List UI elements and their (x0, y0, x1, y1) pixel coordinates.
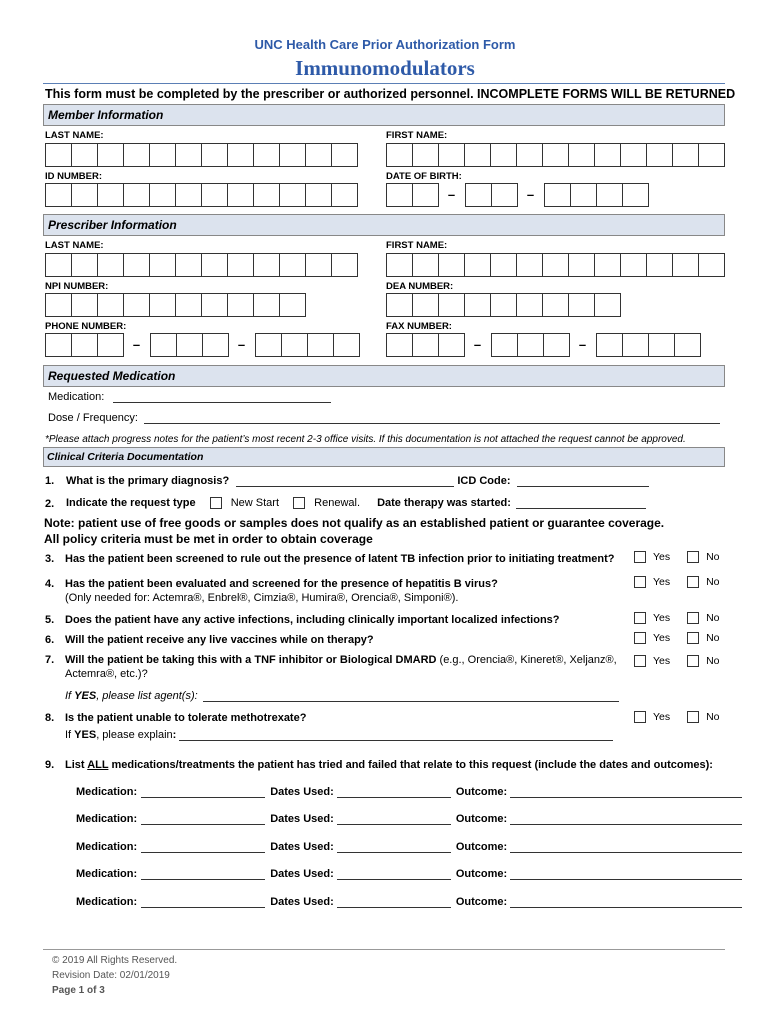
q7-text-line1 (65, 654, 617, 666)
prescriber-last-name-field[interactable] (45, 253, 357, 277)
failed-med-input[interactable] (141, 814, 265, 825)
member-info-header: Member Information (43, 104, 725, 126)
outcome-input[interactable] (510, 842, 742, 853)
failed-med-input[interactable] (141, 869, 265, 880)
prescriber-first-name-field[interactable] (386, 253, 724, 277)
q8-number: 8. (45, 712, 55, 724)
dose-input[interactable] (144, 413, 720, 424)
q7-examples: (e.g., Orencia®, Kineret®, Xeljanz®, (436, 654, 617, 666)
failed-med-row (76, 813, 742, 825)
diagnosis-input[interactable] (236, 476, 454, 487)
q2-row (66, 497, 646, 509)
q6-text: Will the patient receive any live vaccines while on therapy? (65, 634, 374, 646)
fax-label: FAX NUMBER: (386, 321, 452, 332)
completion-notice: This form must be completed by the prescriber or authorized personnel. INCOMPLETE FORMS WILL BE RETURNED (45, 87, 736, 101)
q7-agents-input[interactable] (203, 691, 619, 702)
attach-notes-note: *Please attach progress notes for the patient’s most recent 2-3 office visits. If this documentation is not attached the request cannot be approved. (45, 434, 686, 445)
dates-used-label: Dates Used: (270, 813, 334, 825)
q3-yes-label: Yes (653, 551, 671, 563)
member-id-label: ID NUMBER: (45, 171, 102, 182)
q6-yes-label: Yes (653, 632, 671, 644)
free-goods-note: Note: patient use of free goods or samples does not qualify as an established patient or guarantee coverage. (44, 516, 665, 530)
member-first-name-label: FIRST NAME: (386, 130, 448, 141)
copyright-text: © 2019 All Rights Reserved. (52, 955, 178, 966)
org-title: UNC Health Care Prior Authorization Form (254, 37, 516, 52)
dose-row (48, 412, 720, 424)
q4-number: 4. (45, 578, 55, 590)
q7-number: 7. (45, 654, 55, 666)
q3-options (634, 551, 720, 563)
failed-med-label: Medication: (76, 786, 138, 798)
q5-text: Does the patient have any active infections, including clinically important localized infections? (65, 614, 560, 626)
q9-text-start: List (65, 759, 88, 771)
q6-no-checkbox[interactable] (687, 632, 699, 644)
new-start-checkbox[interactable] (210, 497, 222, 509)
date-started-input[interactable] (516, 498, 646, 509)
fax-field[interactable]: – – (386, 333, 700, 357)
q4-subtext: (Only needed for: Actemra®, Enbrel®, Cimzia®, Humira®, Orencia®, Simponi®). (65, 592, 459, 604)
q4-no-checkbox[interactable] (687, 576, 699, 588)
outcome-label: Outcome: (455, 841, 508, 853)
failed-med-input[interactable] (141, 787, 265, 798)
q8-if-yes-label: YES (74, 729, 97, 741)
dea-label: DEA NUMBER: (386, 281, 454, 292)
q7-no-checkbox[interactable] (687, 655, 699, 667)
q4-options (634, 576, 720, 588)
dates-used-input[interactable] (337, 842, 451, 853)
requested-medication-header: Requested Medication (43, 365, 725, 387)
phone-label: PHONE NUMBER: (45, 321, 127, 332)
failed-med-row (76, 868, 742, 880)
q3-yes-checkbox[interactable] (634, 551, 646, 563)
failed-med-row (76, 841, 742, 853)
q4-yes-checkbox[interactable] (634, 576, 646, 588)
q7-text: Will the patient be taking this with a TNF inhibitor or Biological DMARD (65, 654, 437, 666)
q1-row (66, 475, 649, 487)
prescriber-last-name-label: LAST NAME: (45, 240, 104, 251)
revision-date: Revision Date: 02/01/2019 (52, 970, 170, 981)
q9-text-end: medications/treatments the patient has tried and failed that relate to this request (include the dates and outcomes): (108, 759, 713, 771)
q7-no-label: No (706, 655, 720, 667)
outcome-label: Outcome: (455, 868, 508, 880)
q7-text-line2: Actemra®, etc.)? (65, 668, 148, 680)
date-started-label: Date therapy was started: (377, 497, 511, 509)
failed-med-row (76, 896, 742, 908)
q2-number: 2. (45, 498, 55, 510)
dates-used-label: Dates Used: (270, 841, 334, 853)
failed-med-input[interactable] (141, 897, 265, 908)
q7-followup-row (65, 690, 619, 702)
q6-no-label: No (706, 632, 720, 644)
outcome-label: Outcome: (455, 813, 508, 825)
medication-label: Medication: (48, 391, 105, 403)
dob-field[interactable]: – – (386, 183, 648, 207)
q7-if-label: If (65, 690, 75, 702)
renewal-checkbox[interactable] (293, 497, 305, 509)
outcome-label: Outcome: (455, 896, 508, 908)
member-last-name-field[interactable] (45, 143, 357, 167)
npi-label: NPI NUMBER: (45, 281, 109, 292)
q2-text: Indicate the request type (66, 497, 196, 509)
failed-med-input[interactable] (141, 842, 265, 853)
clinical-criteria-header: Clinical Criteria Documentation (43, 447, 725, 467)
prescriber-info-header: Prescriber Information (43, 214, 725, 236)
dates-used-label: Dates Used: (270, 868, 334, 880)
dates-used-input[interactable] (337, 869, 451, 880)
page-number: Page 1 of 3 (52, 985, 105, 996)
q5-no-label: No (706, 612, 720, 624)
q5-yes-checkbox[interactable] (634, 612, 646, 624)
q8-if-label: If (65, 729, 75, 741)
q8-yes-checkbox[interactable] (634, 711, 646, 723)
q5-number: 5. (45, 614, 55, 626)
npi-field[interactable] (45, 293, 305, 317)
member-id-field[interactable] (45, 183, 357, 207)
q4-text: Has the patient been evaluated and screened for the presence of hepatitis B virus? (65, 578, 498, 590)
dob-label: DATE OF BIRTH: (386, 171, 462, 182)
q7-yes-checkbox[interactable] (634, 655, 646, 667)
icd-label: ICD Code: (457, 475, 511, 487)
q3-no-checkbox[interactable] (687, 551, 699, 563)
failed-med-label: Medication: (76, 868, 138, 880)
q7-yes-label: Yes (653, 655, 671, 667)
dates-used-input[interactable] (337, 787, 451, 798)
q9-number: 9. (45, 759, 55, 771)
q6-number: 6. (45, 634, 55, 646)
form-title: Immunomodulators (295, 56, 475, 80)
q7-if-yes-label: YES (74, 690, 97, 702)
footer-rule (43, 949, 725, 950)
title-rule (43, 83, 725, 84)
outcome-input[interactable] (510, 897, 742, 908)
q8-options (634, 711, 720, 723)
q4-no-label: No (706, 576, 720, 588)
q8-yes-label: Yes (653, 711, 671, 723)
dates-used-input[interactable] (337, 897, 451, 908)
icd-input[interactable] (517, 476, 649, 487)
q6-options (634, 632, 720, 644)
medication-input[interactable] (113, 392, 331, 403)
outcome-input[interactable] (510, 869, 742, 880)
member-first-name-field[interactable] (386, 143, 724, 167)
dates-used-label: Dates Used: (270, 896, 334, 908)
outcome-input[interactable] (510, 814, 742, 825)
q7-options (634, 655, 720, 667)
outcome-label: Outcome: (455, 786, 508, 798)
q8-no-checkbox[interactable] (687, 711, 699, 723)
q6-yes-checkbox[interactable] (634, 632, 646, 644)
phone-field[interactable]: – – (45, 333, 359, 357)
q7-list-label: , please list agent(s): (96, 690, 198, 702)
failed-med-label: Medication: (76, 896, 138, 908)
q5-no-checkbox[interactable] (687, 612, 699, 624)
renewal-label: Renewal. (314, 497, 360, 509)
q3-text: Has the patient been screened to rule out the presence of latent TB infection prior to initiating treatment? (65, 553, 615, 565)
q3-no-label: No (706, 551, 720, 563)
dose-label: Dose / Frequency: (48, 412, 138, 424)
q9-all-label: ALL (87, 759, 109, 771)
q1-text: What is the primary diagnosis? (66, 475, 230, 487)
dates-used-label: Dates Used: (270, 786, 334, 798)
medication-row (48, 391, 331, 403)
q1-number: 1. (45, 475, 55, 487)
q8-no-label: No (706, 711, 720, 723)
member-last-name-label: LAST NAME: (45, 130, 104, 141)
failed-med-label: Medication: (76, 841, 138, 853)
new-start-label: New Start (230, 497, 280, 509)
dea-field[interactable] (386, 293, 620, 317)
q8-colon: : (172, 729, 177, 741)
dates-used-input[interactable] (337, 814, 451, 825)
q8-text: Is the patient unable to tolerate methotrexate? (65, 712, 307, 724)
q8-followup-row (65, 729, 613, 741)
failed-med-label: Medication: (76, 813, 138, 825)
prescriber-first-name-label: FIRST NAME: (386, 240, 448, 251)
q4-yes-label: Yes (653, 576, 671, 588)
q9-text (65, 759, 713, 771)
q5-yes-label: Yes (653, 612, 671, 624)
q8-explain-label: , please explain (96, 729, 173, 741)
policy-criteria-note: All policy criteria must be met in order to obtain coverage (44, 532, 373, 546)
failed-med-row (76, 786, 742, 798)
q5-options (634, 612, 720, 624)
outcome-input[interactable] (510, 787, 742, 798)
q8-explain-input[interactable] (179, 730, 613, 741)
q3-number: 3. (45, 553, 55, 565)
